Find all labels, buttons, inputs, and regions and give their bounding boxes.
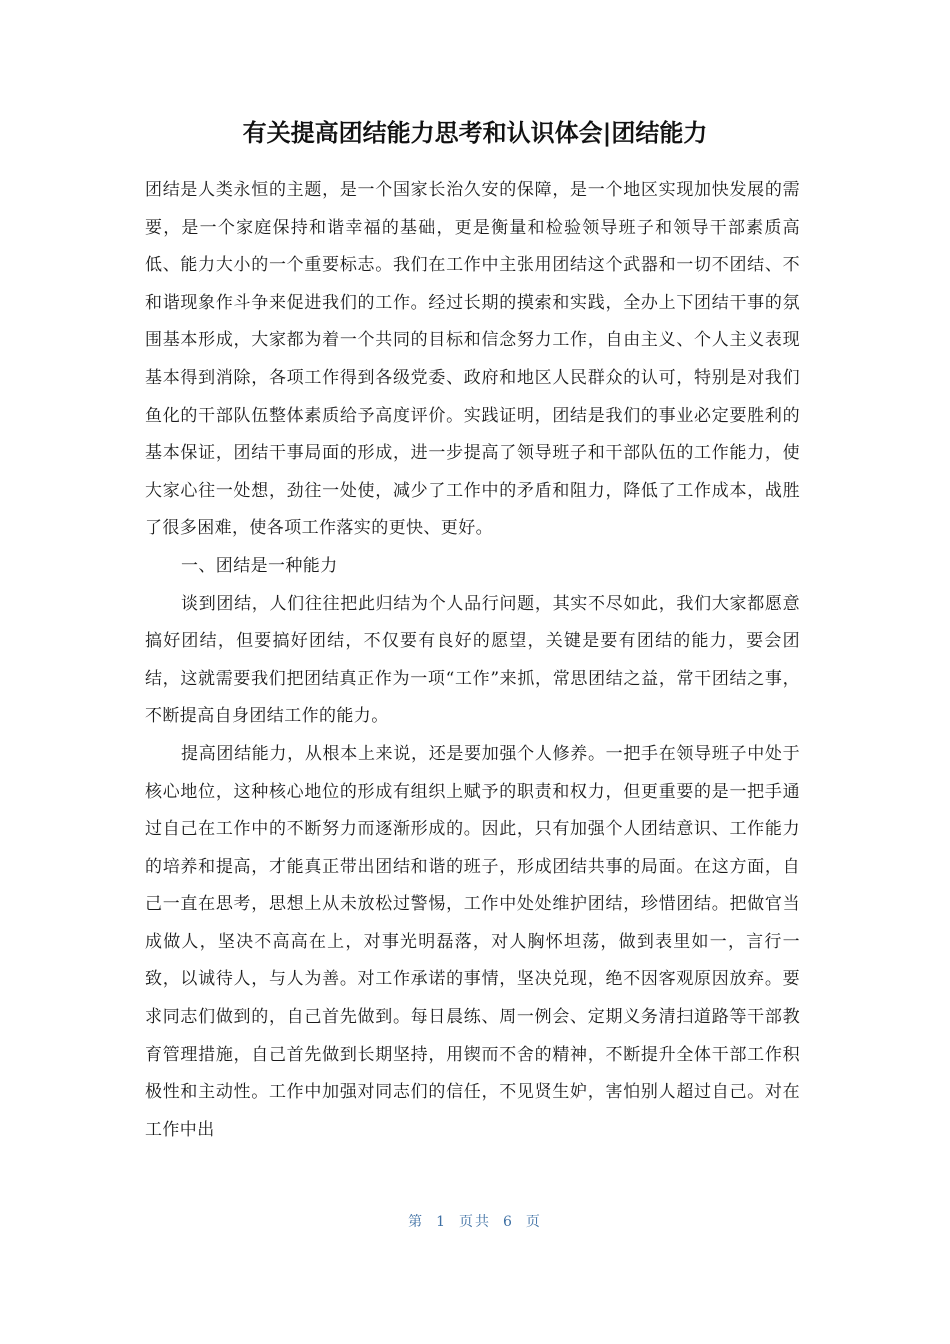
footer-suffix: 页 xyxy=(525,1214,542,1230)
footer-current-page: 1 xyxy=(436,1214,447,1230)
section-heading: 一、团结是一种能力 xyxy=(181,555,338,576)
page-footer xyxy=(0,1210,950,1234)
footer-prefix: 第 xyxy=(408,1214,425,1230)
document-body xyxy=(145,172,800,1149)
footer-middle: 页共 xyxy=(459,1214,491,1230)
footer-total-pages: 6 xyxy=(503,1214,514,1230)
paragraph-unity-ability: 谈到团结，人们往往把此归结为个人品行问题，其实不尽如此，我们大家都愿意搞好团结，但要搞好团结，不仅要有良好的愿望，关键是要有团结的能力，要会团结，这就需要我们把团结真正作为一项“工作”来抓，常思团结之益，常干团结之事，不断提高自身团结工作的能力。 xyxy=(145,593,800,727)
paragraph-self-cultivation: 提高团结能力，从根本上来说，还是要加强个人修养。一把手在领导班子中处于核心地位，这种核心地位的形成有组织上赋予的职责和权力，但更重要的是一把手通过自己在工作中的不断努力而逐渐形成的。因此，只有加强个人团结意识、工作能力的培养和提高，才能真正带出团结和谐的班子，形成团结共事的局面。在这方面，自己一直在思考，思想上从未放松过警惕，工作中处处维护团结，珍惜团结。把做官当成做人，坚决不高高在上，对事光明磊落，对人胸怀坦荡，做到表里如一，言行一致，以诚待人，与人为善。对工作承诺的事情，坚决兑现，绝不因客观原因放弃。要求同志们做到的，自己首先做到。每日晨练、周一例会、定期义务清扫道路等干部教育管理措施，自己首先做到长期坚持，用锲而不舍的精神，不断提升全体干部工作积极性和主动性。工作中加强对同志们的信任，不见贤生妒，害怕别人超过自己。对在工作中出 xyxy=(145,743,800,1140)
document-title: 有关提高团结能力思考和认识体会|团结能力 xyxy=(242,119,708,147)
paragraph-intro: 团结是人类永恒的主题，是一个国家长治久安的保障，是一个地区实现加快发展的需要，是一个家庭保持和谐幸福的基础，更是衡量和检验领导班子和领导干部素质高低、能力大小的一个重要标志。我们在工作中主张用团结这个武器和一切不团结、不和谐现象作斗争来促进我们的工作。经过长期的摸索和实践，全办上下团结干事的氛围基本形成，大家都为着一个共同的目标和信念努力工作，自由主义、个人主义表现基本得到消除，各项工作得到各级党委、政府和地区人民群众的认可，特别是对我们鱼化的干部队伍整体素质给予高度评价。实践证明，团结是我们的事业必定要胜利的基本保证，团结干事局面的形成，进一步提高了领导班子和干部队伍的工作能力，使大家心往一处想，劲往一处使，减少了工作中的矛盾和阻力，降低了工作成本，战胜了很多困难，使各项工作落实的更快、更好。 xyxy=(145,180,800,539)
